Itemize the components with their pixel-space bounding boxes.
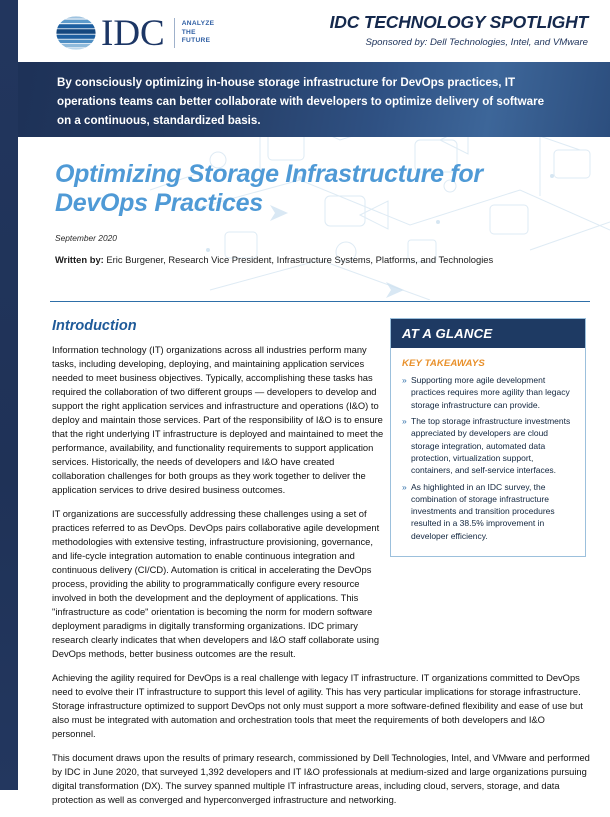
logo-divider [174, 18, 175, 48]
tagline-line-3: FUTURE [181, 37, 211, 45]
quote-banner [0, 62, 610, 137]
list-item [402, 374, 575, 411]
guillemet-bullet-icon: » [402, 481, 407, 492]
quote-banner-text: By consciously optimizing in-house storage infrastructure for DevOps practices, IT operations teams can better collaborate with developers to optimize delivery of software on a continuous, standardized basis. [57, 76, 545, 127]
author-name: Eric Burgener, Research Vice President, Infrastructure Systems, Platforms, and Technologies [103, 253, 494, 265]
spotlight-branding [330, 12, 588, 48]
paragraph: This document draws upon the results of primary research, commissioned by Dell Technologies, Intel, and VMware and performed by IDC in June 2020, that surveyed 1,392 developers and IT I&O professionals at medium-sized and large organizations pursuing digital transformation (DX). The survey spanned multiple IT infrastructure areas, including cloud, servers, storage, and data protection as well as converged and hyperconverged infrastructure and networking. [52, 753, 590, 806]
idc-logo [55, 13, 214, 53]
tagline-line-1: ANALYZE [181, 19, 215, 27]
spotlight-sponsor: Sponsored by: Dell Technologies, Intel, and VMware [365, 37, 588, 48]
at-a-glance-callout [390, 318, 586, 557]
paragraph: Achieving the agility required for DevOps is a real challenge with legacy IT infrastructure. IT organizations committed to DevOps need to evolve their IT infrastructure to support this level of agility. This has very particular implications for storage infrastructure. Storage infrastructure optimized to support DevOps not only must support a more software-defined flexibility and ease of use but also must be integrated with automation and orchestration tools that meet the requirements of both developers and I&O personnel. [52, 673, 583, 740]
guillemet-bullet-icon: » [402, 415, 407, 426]
list-item-text: Supporting more agile development practices requires more agility than legacy storage infrastructure can provide. [411, 375, 570, 410]
masthead [0, 0, 610, 62]
spotlight-title: IDC TECHNOLOGY SPOTLIGHT [329, 12, 588, 32]
paragraph: Information technology (IT) organizations across all industries perform many tasks, including developing, deploying, and maintaining application services needed to meet business objectives. Typically, accomplishing these tasks has required the collaboration of two different groups — developers to develop and support the right application services and infrastructure and operations (I&O) to deploy and maintain those services. Part of the responsibility of I&O is to ensure that the right underlying IT infrastructure is deployed and maintained to meet the performance, availability, and functionality requirements to support application services. Historically, the needs of developers and I&O have created collaboration challenges for both groups as they work together to deliver the application services to drive desired business outcomes. [52, 345, 384, 496]
list-item [402, 415, 575, 477]
idc-tagline [182, 20, 215, 46]
left-edge-strip [0, 0, 18, 790]
key-takeaways-label: KEY TAKEAWAYS [402, 358, 485, 369]
title-divider [50, 301, 590, 302]
list-item-text: The top storage infrastructure investments appreciated by developers are cloud storage integration, automated data protection, virtualization support, containers, and self-service interfaces. [411, 415, 571, 476]
author-label: Written by: [55, 253, 104, 265]
title-block [55, 160, 575, 265]
tagline-line-2: THE [181, 28, 196, 36]
guillemet-bullet-icon: » [402, 375, 407, 385]
section-heading-introduction: Introduction [52, 318, 137, 334]
takeaways-list [402, 374, 575, 542]
page-title: Optimizing Storage Infrastructure for DevOps Practices [55, 160, 483, 218]
callout-header: AT A GLANCE [391, 319, 585, 348]
list-item [402, 481, 575, 543]
idc-wordmark: IDC [101, 12, 165, 54]
publication-date: September 2020 [55, 232, 117, 243]
list-item-text: As highlighted in an IDC survey, the combination of storage infrastructure investments and transition procedures resulted in a 38.5% improvement in developer efficiency. [411, 481, 555, 541]
callout-body [391, 348, 585, 556]
paragraph: IT organizations are successfully addressing these challenges using a set of practices referred to as DevOps. DevOps pairs collaborative agile development methodologies with extensive testing, infrastructure provisioning, governance, and life-cycle integration automation to enable continuous integration and continuous delivery (CI/CD). Automation is critical in accelerating the DevOps process, providing the ability to programmatically configure every resource involved in both the development and the deployment of applications. This "infrastructure as code" orientation is becoming the norm for modern software deployment paradigms in digitally transforming organizations. IDC primary research clearly indicates that when developers and I&O staff collaborate using DevOps methods, better business outcomes are the result. [52, 509, 380, 660]
author-line [55, 254, 575, 265]
idc-globe-icon [55, 13, 97, 53]
